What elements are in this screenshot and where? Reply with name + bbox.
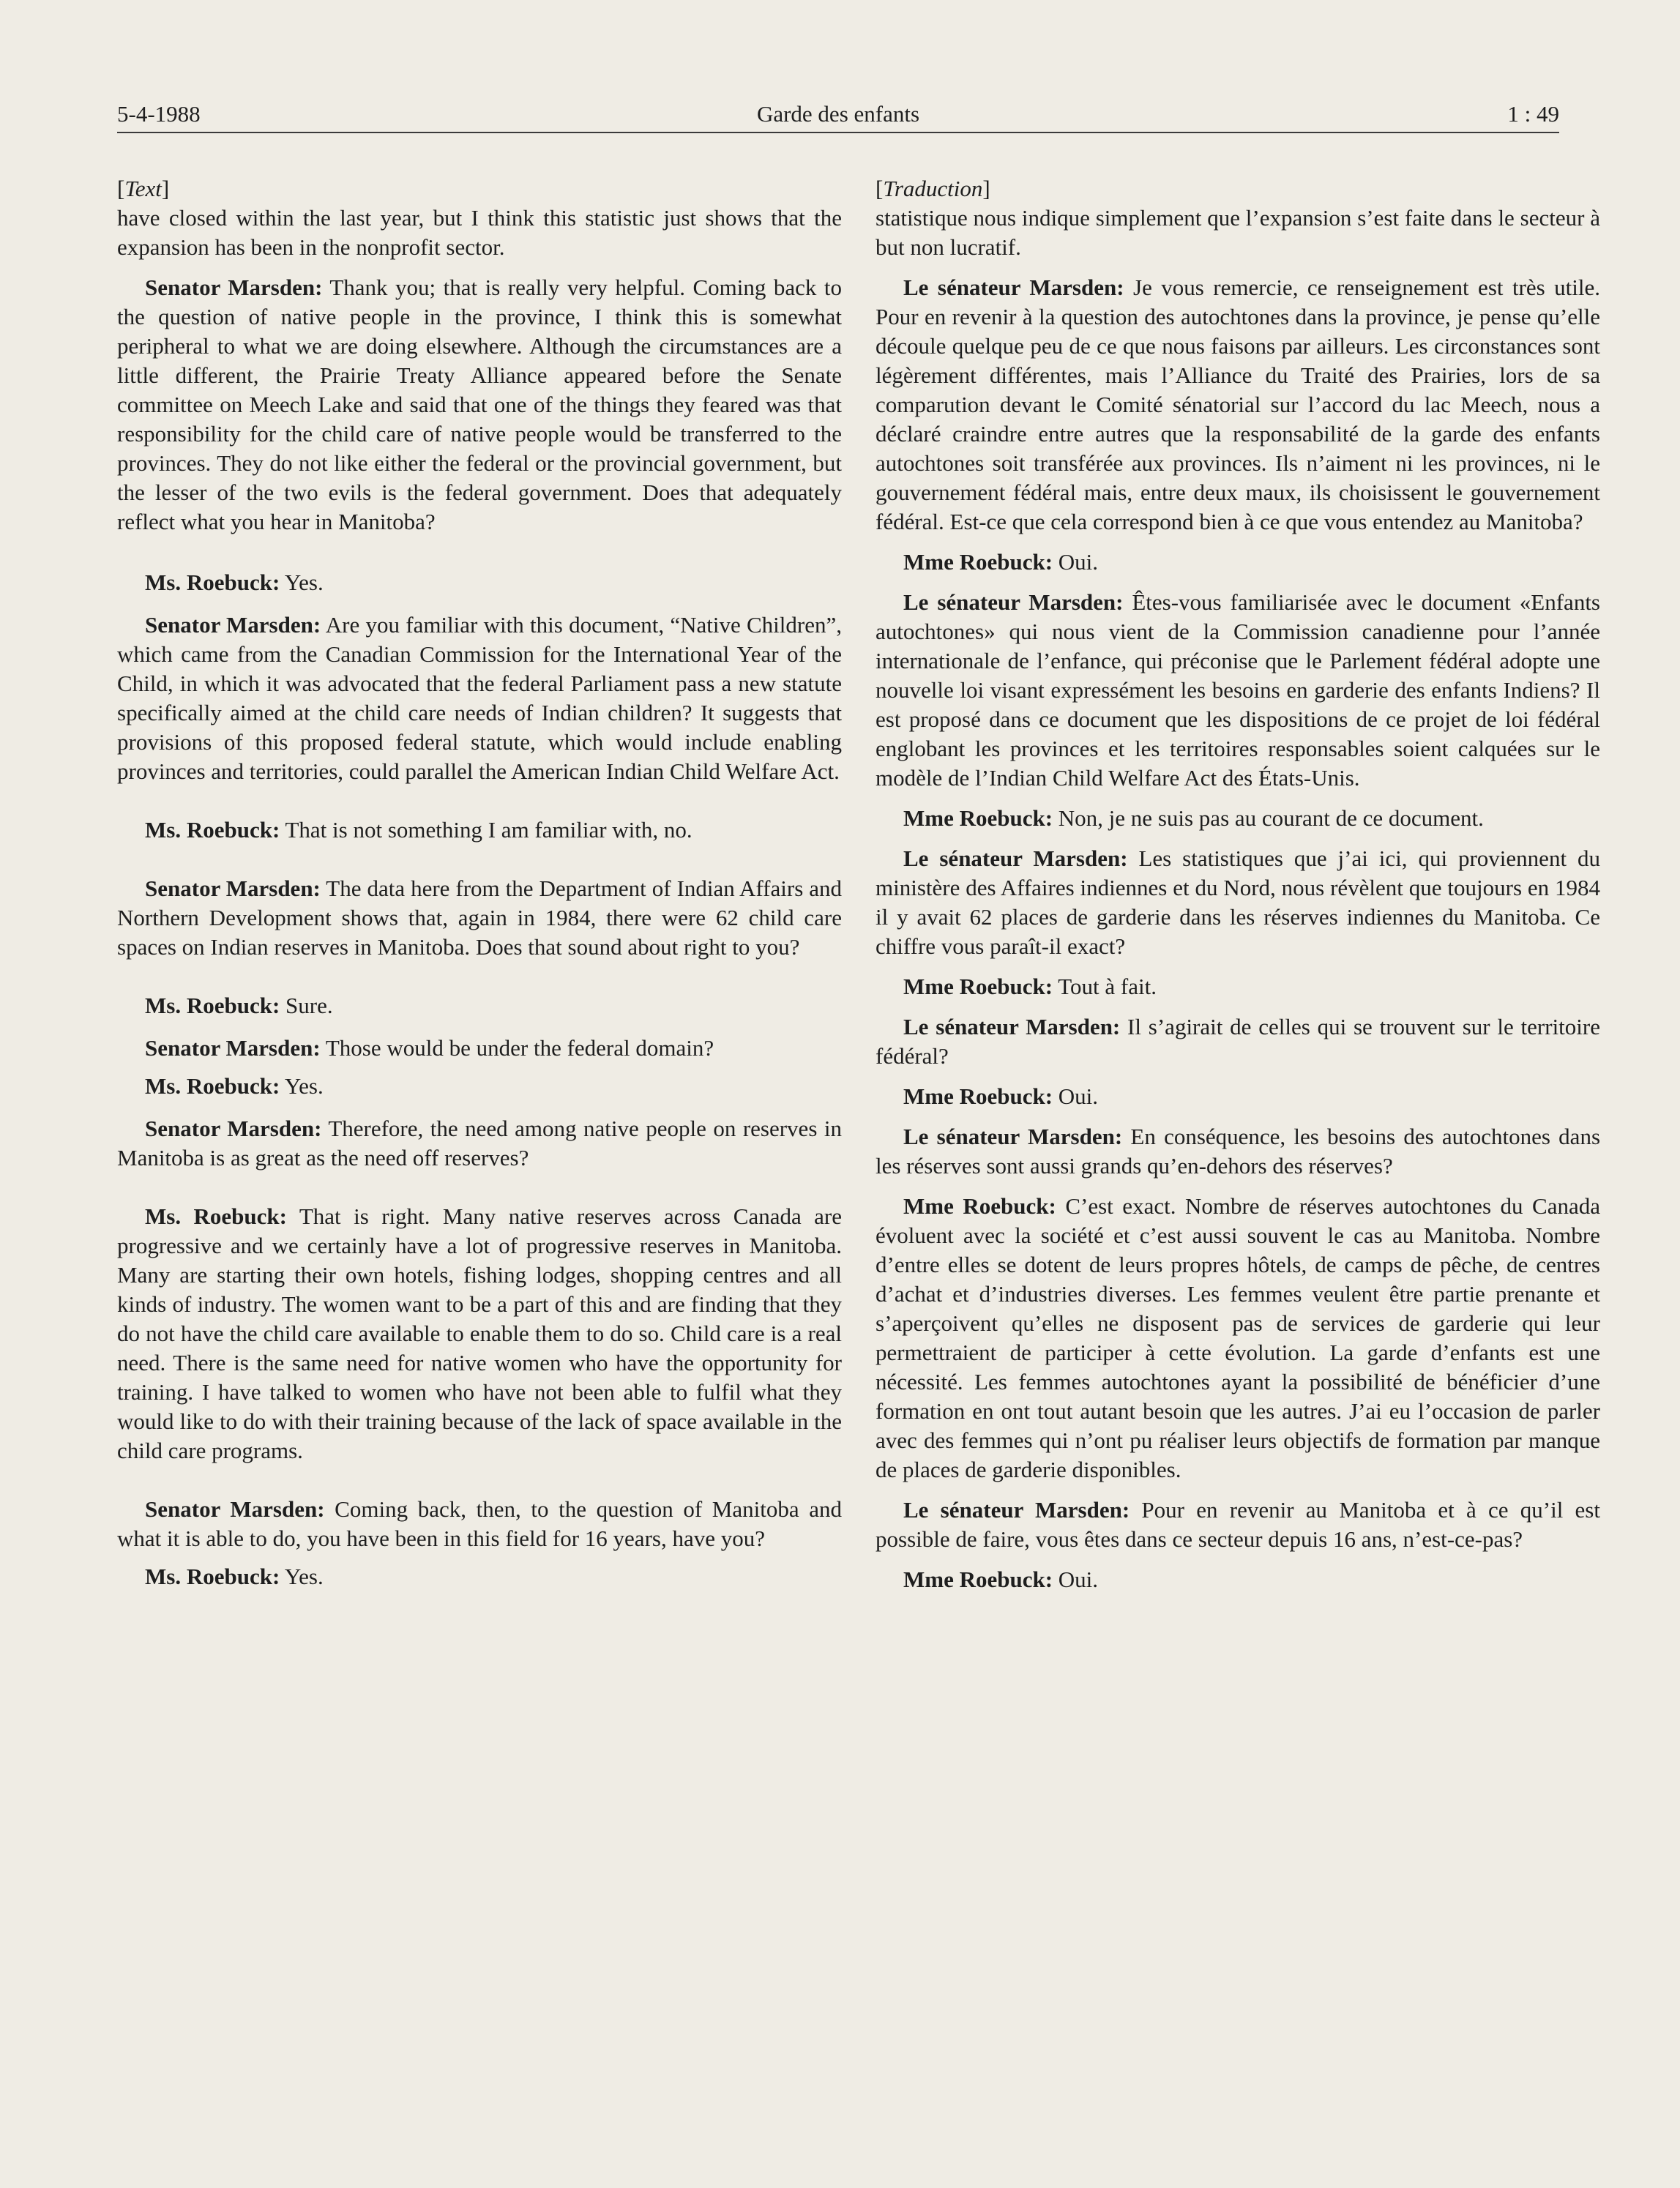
paragraph-text: Thank you; that is really very helpful. Coming back to the question of native people in the province, I think this is somewhat peripheral to what we are doing elsewhere. Although the circumstances are a little different, the Prairie Treaty Alliance appeared before the Senate committee on Meech Lake and said that one of the things they feared was that responsibility for the child care of native people would be transferred to the provinces. They do not like either the federal or the provincial government, but the lesser of the two evils is the federal government. Does that adequately reflect what you hear in Manitoba?	[117, 275, 842, 534]
speaker: Mme Roebuck:	[903, 805, 1053, 831]
paragraph	[117, 1562, 842, 1591]
paragraph	[876, 204, 1600, 262]
paragraph	[117, 1202, 842, 1465]
paragraph-text: That is not something I am familiar with, no.	[280, 817, 692, 843]
speaker: Le sénateur Marsden:	[903, 845, 1128, 871]
paragraph	[117, 1495, 842, 1553]
paragraph-text: Sure.	[280, 993, 333, 1018]
speaker: Mme Roebuck:	[903, 549, 1053, 575]
paragraph-text: Oui.	[1053, 1567, 1099, 1592]
speaker: Le sénateur Marsden:	[903, 275, 1124, 300]
paragraph	[117, 1072, 842, 1101]
paragraph	[876, 273, 1600, 537]
speaker: Mme Roebuck:	[903, 1567, 1053, 1592]
paragraph	[876, 588, 1600, 793]
paragraph	[117, 568, 842, 597]
paragraph-text: have closed within the last year, but I think this statistic just shows that the expansion has been in the nonprofit sector.	[117, 205, 842, 260]
paragraph-text: C’est exact. Nombre de réserves autochtones du Canada évoluent avec la société et c’est aussi souvent le cas au Manitoba. Nombre d’entre elles se dotent de leurs propres hôtels, de camps de pêche, de centres d’achat et d’industries diverses. Les femmes veulent être partie prenante et s’aperçoivent qu’elles ne disposent pas de services de garderie qui leur permettraient de participer à cette évolution. La garde d’enfants est une nécessité. Les femmes autochtones ayant la possibilité de bénéficier d’une formation en ont tout autant besoin que les autres. J’ai eu l’occasion de parler avec des femmes qui n’ont pu réaliser leurs objectifs de formation par manque de places de garderie disponibles.	[876, 1193, 1601, 1482]
speaker: Senator Marsden:	[145, 1035, 321, 1061]
paragraph-text: Je vous remercie, ce renseignement est très utile. Pour en revenir à la question des autochtones dans la province, je pense qu’elle découle quelque peu de ce que nous faisons par ailleurs. Les circonstances sont légèrement différentes, mais l’Alliance du Traité des Prairies, lors de sa comparution devant le Comité sénatorial sur l’accord du lac Meech, nous a déclaré craindre entre autres que la responsabilité de la garde des enfants autochtones soit transférée aux provinces. Ils n’aiment ni les provinces, ni le gouvernement fédéral mais, entre deux maux, ils choisissent le gouvernement fédéral. Est-ce que cela correspond bien à ce que vous entendez au Manitoba?	[876, 275, 1600, 534]
paragraph-text: Coming back, then, to the question of Manitoba and what it is able to do, you have been in this field for 16 years, have you?	[117, 1496, 842, 1551]
paragraph	[117, 991, 842, 1020]
paragraph-text: Êtes-vous familiarisée avec le document «Enfants autochtones» qui nous vient de la Commission canadienne pour l’année internationale de l’enfance, qui préconise que le Parlement fédéral adopte une nouvelle loi visant expressément les besoins en garderie des enfants Indiens? Il est proposé dans ce document que les dispositions de ce projet de loi fédéral englobant les provinces et les territoires responsables soient calquées sur le modèle de l’Indian Child Welfare Act des États-Unis.	[876, 589, 1600, 791]
speaker: Senator Marsden:	[145, 275, 323, 300]
paragraph	[117, 1034, 842, 1063]
english-column	[117, 174, 842, 1591]
paragraph-text: Are you familiar with this document, “Native Children”, which came from the Canadian Commission for the International Year of the Child, in which it was advocated that the federal Parliament pass a new statute specifically aimed at the child care needs of Indian children? It suggests that provisions of this proposed federal statute, which would include enabling provinces and territories, could parallel the American Indian Child Welfare Act.	[117, 612, 842, 784]
speaker: Ms. Roebuck:	[145, 570, 280, 595]
speaker: Ms. Roebuck:	[145, 993, 280, 1018]
paragraph	[117, 273, 842, 537]
paragraph-text: Tout à fait.	[1053, 974, 1157, 999]
paragraph	[876, 1082, 1600, 1111]
speaker: Senator Marsden:	[145, 612, 321, 638]
speaker: Senator Marsden:	[145, 1496, 325, 1522]
paragraph-text: Yes.	[280, 570, 324, 595]
speaker: Le sénateur Marsden:	[903, 1014, 1121, 1039]
speaker: Ms. Roebuck:	[145, 817, 280, 843]
speaker: Ms. Roebuck:	[145, 1203, 287, 1229]
header-title: Garde des enfants	[756, 101, 920, 127]
paragraph	[117, 874, 842, 962]
speaker: Le sénateur Marsden:	[903, 1124, 1123, 1149]
speaker: Le sénateur Marsden:	[903, 1497, 1130, 1523]
paragraph	[117, 1114, 842, 1173]
paragraph-text: Oui.	[1053, 1083, 1099, 1109]
paragraph-text: Les statistiques que j’ai ici, qui proviennent du ministère des Affaires indiennes et du Nord, nous révèlent que toujours en 1984 il y avait 62 places de garderie dans les réserves indiennes du Manitoba. Ce chiffre vous paraît-il exact?	[876, 845, 1600, 959]
paragraph	[876, 1565, 1600, 1594]
speaker: Senator Marsden:	[145, 875, 321, 901]
paragraph	[876, 1012, 1600, 1071]
paragraph-text: Il s’agirait de celles qui se trouvent sur le territoire fédéral?	[876, 1014, 1600, 1069]
paragraph	[876, 1496, 1600, 1554]
paragraph-text: Therefore, the need among native people on reserves in Manitoba is as great as the need off reserves?	[117, 1116, 842, 1170]
speaker: Le sénateur Marsden:	[903, 589, 1124, 615]
paragraph	[876, 804, 1600, 833]
paragraph-text: Yes.	[280, 1073, 324, 1099]
speaker: Mme Roebuck:	[903, 1083, 1053, 1109]
speaker: Ms. Roebuck:	[145, 1073, 280, 1099]
paragraph-text: The data here from the Department of Indian Affairs and Northern Development shows that, again in 1984, there were 62 child care spaces on Indian reserves in Manitoba. Does that sound about right to you?	[117, 875, 842, 960]
paragraph	[876, 844, 1600, 961]
paragraph-text: En conséquence, les besoins des autochtones dans les réserves sont aussi grands qu’en-dehors des réserves?	[876, 1124, 1601, 1179]
paragraph-text: Yes.	[280, 1564, 324, 1589]
paragraph-text: statistique nous indique simplement que l’expansion s’est faite dans le secteur à but non lucratif.	[876, 205, 1600, 260]
header-date: 5-4-1988	[117, 101, 201, 127]
paragraph	[117, 815, 842, 845]
speaker: Mme Roebuck:	[903, 1193, 1056, 1219]
paragraph-text: That is right. Many native reserves across Canada are progressive and we certainly have a lot of progressive reserves in Manitoba. Many are starting their own hotels, fishing lodges, shopping centres and all kinds of industry. The women want to be a part of this and are finding that they do not have the child care available to enable them to do so. Child care is a real need. There is the same need for native women who have the opportunity for training. I have talked to women who have not been able to fulfil what they would like to do with their training because of the lack of space available in the child care programs.	[117, 1203, 843, 1463]
speaker: Ms. Roebuck:	[145, 1564, 280, 1589]
speaker: Senator Marsden:	[145, 1116, 322, 1141]
paragraph-text: Pour en revenir au Manitoba et à ce qu’il est possible de faire, vous êtes dans ce secteur depuis 16 ans, n’est-ce-pas?	[876, 1497, 1600, 1552]
french-column	[876, 174, 1600, 1594]
header-page-number: 1 : 49	[1507, 101, 1559, 127]
paragraph	[876, 1192, 1600, 1485]
paragraph	[117, 611, 842, 786]
column-label: [ Traduction ]	[876, 174, 1600, 204]
paragraph	[876, 972, 1600, 1001]
page-header	[117, 95, 1559, 133]
paragraph-text: Oui.	[1053, 549, 1099, 575]
paragraph	[876, 1122, 1600, 1181]
paragraph-text: Those would be under the federal domain?	[320, 1035, 714, 1061]
paragraph	[876, 548, 1600, 577]
paragraph	[117, 204, 842, 262]
paragraph-text: Non, je ne suis pas au courant de ce document.	[1053, 805, 1484, 831]
speaker: Mme Roebuck:	[903, 974, 1053, 999]
column-label: [ Text ]	[117, 174, 842, 204]
